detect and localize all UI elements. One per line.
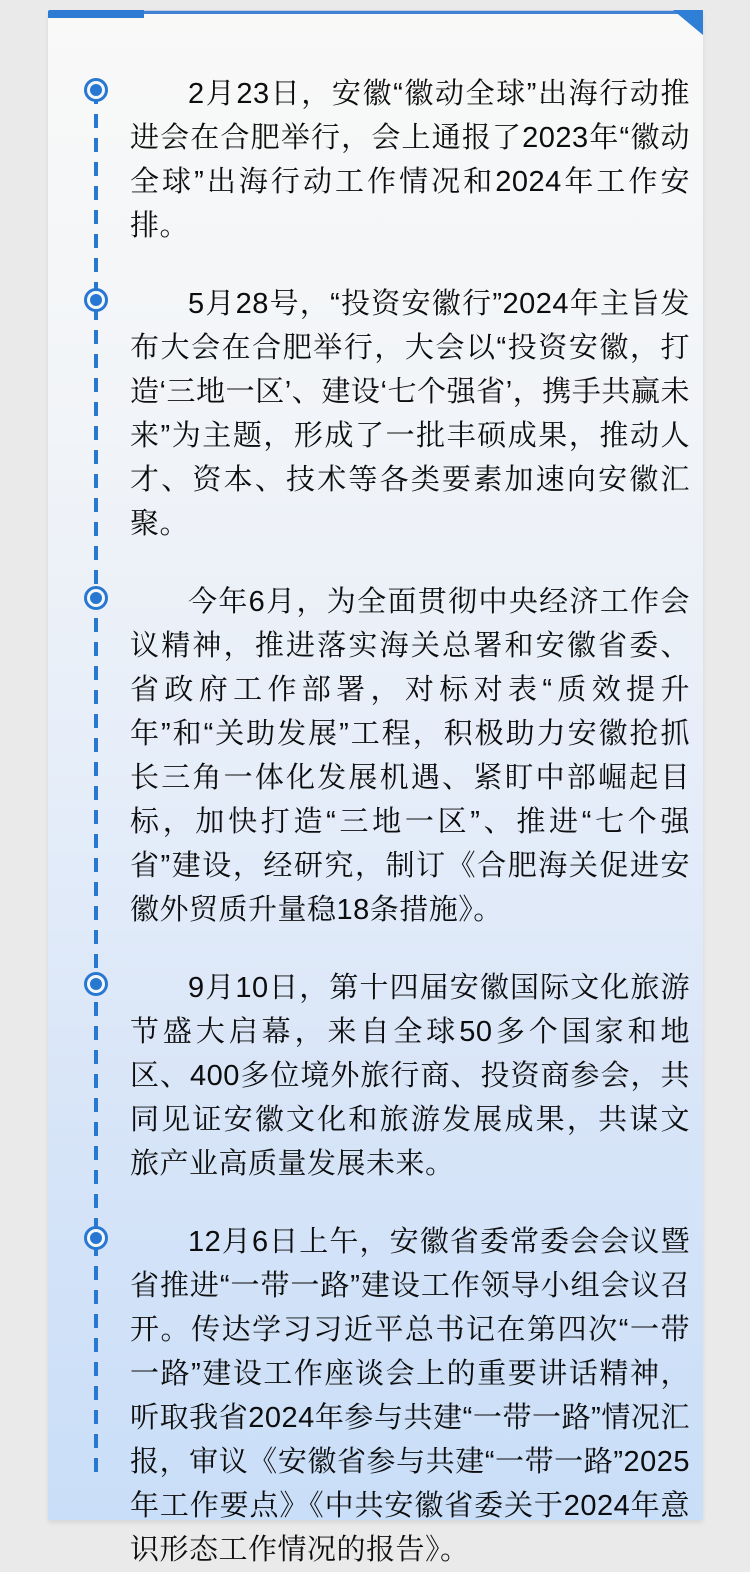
timeline-event-5 bbox=[130, 1220, 690, 1572]
event-text: 今年6月，为全面贯彻中央经济工作会议精神，推进落实海关总署和安徽省委、省政府工作部署，对标对表“质效提升年”和“关助发展”工程，积极助力安徽抢抓长三角一体化发展机遇、紧盯中部崛起目标，加快打造“三地一区”、推进“七个强省”建设，经研究，制订《合肥海关促进安徽外贸质升量稳18条措施》。 bbox=[130, 586, 690, 926]
event-text: 9月10日，第十四届安徽国际文化旅游节盛大启幕，来自全球50多个国家和地区、400多位境外旅行商、投资商参会，共同见证安徽文化和旅游发展成果，共谋文旅产业高质量发展未来。 bbox=[130, 972, 690, 1180]
timeline-dot-icon bbox=[84, 1226, 108, 1250]
article-card bbox=[48, 10, 703, 1566]
timeline-event-1 bbox=[130, 72, 690, 248]
event-text: 12月6日上午，安徽省委常委会会议暨省推进“一带一路”建设工作领导小组会议召开。传达学习习近平总书记在第四次“一带一路”建设工作座谈会上的重要讲话精神，听取我省2024年参与共建“一带一路”情况汇报，审议《安徽省参与共建“一带一路”2025年工作要点》《中共安徽省委关于2024年意识形态工作情况的报告》。 bbox=[130, 1226, 690, 1566]
timeline-dot-icon bbox=[84, 288, 108, 312]
timeline-dot-icon bbox=[84, 586, 108, 610]
timeline-event-4 bbox=[130, 966, 690, 1186]
event-text: 5月28号，“投资安徽行”2024年主旨发布大会在合肥举行，大会以“投资安徽，打造‘三地一区’、建设‘七个强省’，携手共赢未来”为主题，形成了一批丰硕成果，推动人才、资本、技术等各类要素加速向安徽汇聚。 bbox=[130, 288, 690, 540]
timeline-event-3 bbox=[130, 580, 690, 932]
event-text: 2月23日，安徽“徽动全球”出海行动推进会在合肥举行，会上通报了2023年“徽动全球”出海行动工作情况和2024年工作安排。 bbox=[130, 78, 690, 242]
timeline-dot-icon bbox=[84, 78, 108, 102]
timeline-event-2 bbox=[130, 282, 690, 546]
timeline-events-list bbox=[48, 10, 690, 1572]
timeline-dot-icon bbox=[84, 972, 108, 996]
